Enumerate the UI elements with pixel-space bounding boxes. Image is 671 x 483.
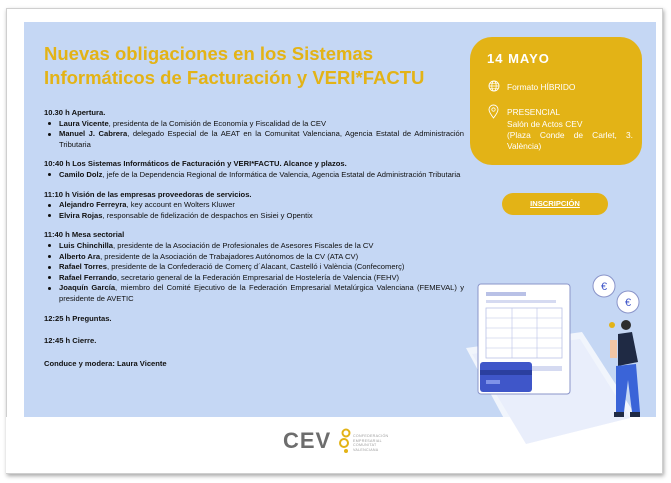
moderator-line: Conduce y modera: Laura Vicente — [44, 358, 167, 368]
speaker-name: Laura Vicente — [59, 118, 109, 128]
euro-coin-icon: € — [600, 281, 608, 293]
speaker-item — [55, 129, 464, 150]
agenda-time-heading: 11:10 h Visión de las empresas proveedoras de servicios. — [44, 189, 252, 199]
event-date: 14 MAYO — [487, 51, 550, 66]
agenda-closing: 12:45 h Cierre. — [44, 336, 97, 346]
speaker-name: Alberto Ara — [59, 251, 101, 261]
logo-text: CEV — [283, 428, 332, 453]
svg-text:€: € — [624, 297, 632, 309]
speaker-item — [55, 200, 464, 211]
agenda-block-providers — [44, 190, 464, 222]
logo-subtitle-line: COMUNITAT — [353, 443, 377, 448]
logo-subtitle-line: CONFEDERACIÓN — [353, 434, 389, 438]
agenda-time-heading: 11:40 h Mesa sectorial — [44, 230, 125, 240]
speaker-role: , responsable de fidelización de despachos en Sisiei y Opentix — [102, 210, 313, 220]
agenda — [44, 108, 464, 381]
speaker-role: , presidente de la Asociación de Trabajadores Autónomos de la CV (ATA CV) — [100, 251, 359, 261]
globe-icon — [488, 80, 500, 92]
speaker-name: Joaquín García — [59, 283, 116, 293]
speaker-role: , delegado Especial de la AEAT en la Comunitat Valenciana, Agencia Estatal de Administración Tributaria — [59, 129, 464, 149]
speaker-name: Rafael Ferrando — [59, 272, 117, 282]
speaker-item — [55, 211, 464, 222]
logo-mark-icon — [338, 428, 352, 454]
speaker-item — [55, 273, 464, 284]
speaker-item — [55, 262, 464, 273]
location-pin-icon — [488, 104, 499, 119]
speaker-role: , key account en Wolters Kluwer — [126, 200, 235, 210]
agenda-block-opening — [44, 108, 464, 150]
speaker-item — [55, 283, 464, 304]
logo-subtitle — [353, 434, 388, 452]
speaker-item — [55, 241, 464, 252]
speaker-role: , miembro del Comité Ejecutivo de la Federación Empresarial Metalúrgica Valenciana (FEMEVAL) y presidente de AVETIC — [59, 283, 464, 303]
speaker-role: , jefe de la Dependencia Regional de Informática de Valencia, Agencia Estatal de Administración Tributaria — [102, 169, 461, 179]
cev-logo — [283, 428, 403, 458]
speaker-item — [55, 119, 464, 130]
speaker-name: Luis Chinchilla — [59, 240, 114, 250]
speaker-role: , presidenta de la Comisión de Economía y Fiscalidad de la CEV — [108, 118, 327, 128]
logo-subtitle-line: VALENCIANA — [353, 447, 379, 452]
speaker-role: , presidente de la Asociación de Profesionales de Asesores Fiscales de la CV — [113, 240, 374, 250]
agenda-time-heading: 10:40 h Los Sistemas Informáticos de Facturación y VERI*FACTU. Alcance y plazos. — [44, 159, 347, 169]
speaker-name: Alejandro Ferreyra — [59, 200, 127, 210]
logo-subtitle-line: EMPRESARIAL — [353, 438, 382, 443]
speaker-name: Elvira Rojas — [59, 210, 103, 220]
event-format: Formato HÍBRIDO — [507, 82, 576, 92]
event-info-card — [470, 37, 642, 165]
venue-address: (Plaza Conde de Carlet, 3. València) — [507, 130, 633, 151]
speaker-role: , presidente de la Confederació de Comerç d´Alacant, Castelló i València (Confecomerç) — [106, 262, 405, 272]
speaker-item — [55, 252, 464, 263]
event-title: Nuevas obligaciones en los Sistemas Informáticos de Facturación y VERI*FACTU — [44, 43, 425, 88]
agenda-block-systems — [44, 159, 464, 180]
speaker-item — [55, 170, 464, 181]
agenda-time-heading: 10.30 h Apertura. — [44, 108, 106, 117]
agenda-questions: 12:25 h Preguntas. — [44, 313, 112, 323]
speaker-role: , secretario general de la Federación Empresarial de Hostelería de Valencia (FEHV) — [116, 272, 400, 282]
venue-type: PRESENCIAL — [507, 107, 561, 117]
speaker-name: Camilo Dolz — [59, 169, 103, 179]
speaker-name: Rafael Torres — [59, 262, 107, 272]
agenda-block-panel — [44, 230, 464, 304]
signup-button[interactable]: INSCRIPCIÓN — [502, 193, 608, 215]
speaker-name: Manuel J. Cabrera — [59, 129, 128, 139]
invoice-illustration — [462, 262, 652, 462]
venue-name: Salón de Actos CEV — [507, 119, 583, 129]
